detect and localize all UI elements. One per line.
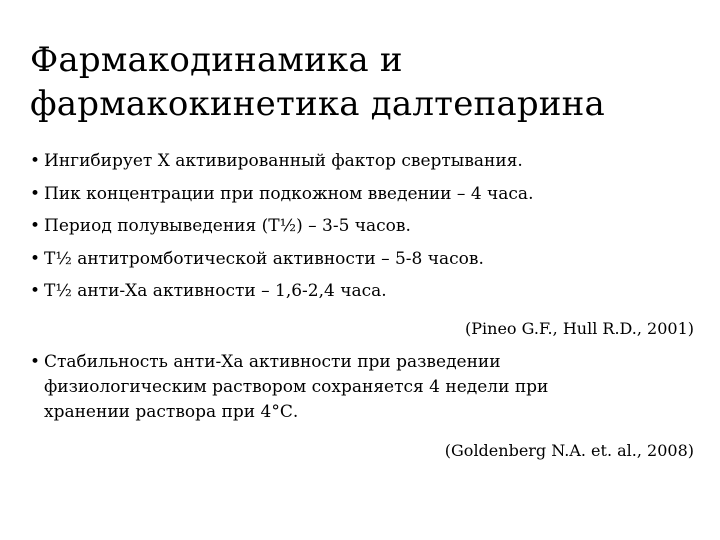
- bullet-text-line: физиологическим раствором сохраняется 4 недели при: [44, 377, 549, 397]
- bullet-list: [30, 148, 705, 311]
- bullet-item: [30, 181, 705, 214]
- bullet-text-line: хранении раствора при 4°С.: [44, 402, 299, 422]
- bullet-marker: •: [30, 281, 41, 301]
- bullet-item-multiline: [30, 350, 705, 425]
- title-line-2: фармакокинетика далтепарина: [30, 84, 605, 124]
- bullet-text: Пик концентрации при подкожном введении – 4 часа.: [44, 183, 534, 204]
- bullet-marker: •: [30, 216, 41, 236]
- slide-title: [30, 38, 700, 126]
- bullet-text: T½ антитромботической активности – 5-8 часов.: [44, 248, 484, 269]
- bullet-item: [30, 213, 705, 246]
- bullet-text: Период полувыведения (T½) – 3-5 часов.: [44, 216, 411, 236]
- bullet-text-line: Стабильность анти-Ха активности при разведении: [44, 352, 501, 372]
- bullet-marker: •: [30, 248, 41, 269]
- title-line-1: Фармакодинамика и: [30, 40, 403, 80]
- bullet-text: Ингибирует Х активированный фактор свертывания.: [44, 151, 523, 171]
- bullet-marker: •: [30, 151, 41, 171]
- bullet-item: [30, 246, 705, 279]
- bullet-marker: •: [30, 183, 41, 204]
- reference-citation: (Goldenberg N.A. et. al., 2008): [444, 441, 694, 460]
- bullet-marker: •: [30, 352, 41, 372]
- bullet-item: [30, 278, 705, 311]
- bullet-text: T½ анти-Ха активности – 1,6-2,4 часа.: [44, 281, 387, 301]
- bullet-item: [30, 148, 705, 181]
- reference-citation: (Pineo G.F., Hull R.D., 2001): [465, 319, 694, 338]
